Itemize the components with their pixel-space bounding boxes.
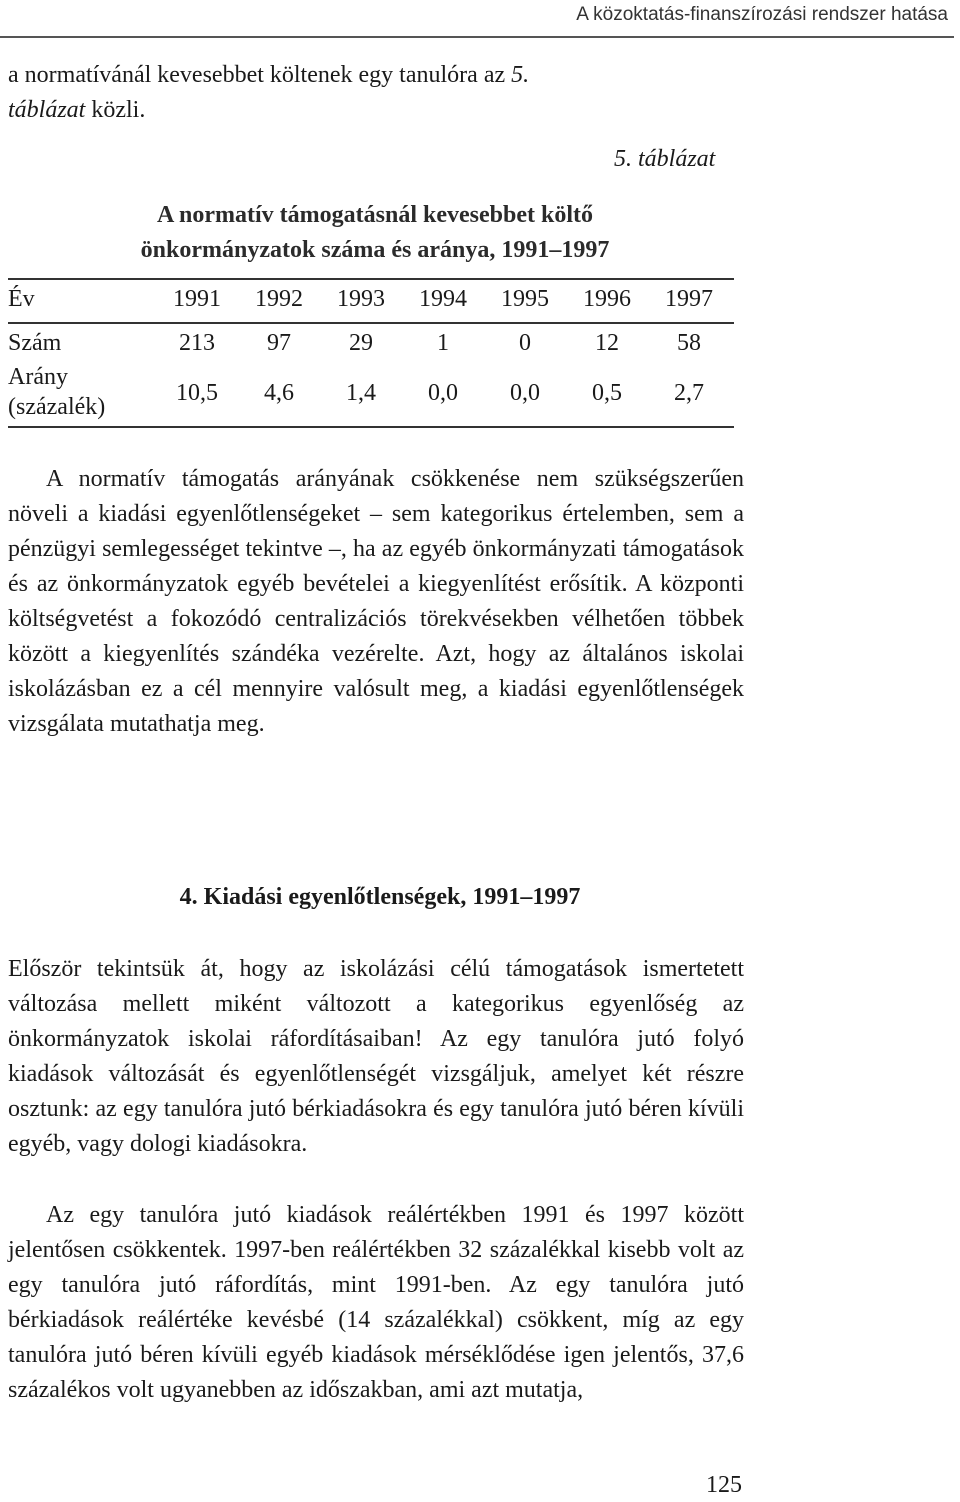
year-cell: 1997 <box>665 286 713 312</box>
value-cell: 10,5 <box>176 380 218 406</box>
value-cell: 0,0 <box>510 380 540 406</box>
running-title: A közoktatás-finanszírozási rendszer hatása <box>576 4 948 25</box>
row-label: Arány (százalék) <box>8 364 106 420</box>
table-top-rule <box>8 278 734 280</box>
running-header <box>0 0 954 38</box>
intro-text: a normatívánál kevesebbet költenek egy tanulóra az 5. táblázat közli. <box>8 62 530 123</box>
value-cell: 213 <box>179 330 215 356</box>
table-title-line2: önkormányzatok száma és aránya, 1991–1997 <box>140 237 610 263</box>
table-bottom-rule <box>8 426 734 428</box>
year-cell: 1995 <box>501 286 549 312</box>
value-cell: 0 <box>519 330 531 356</box>
body-paragraph-1: A normatív támogatás arányának csökkenése nem szükségszerűen növeli a kiadási egyenlőtlenségeket – sem kategorikus értelemben, sem a pénzügyi semlegességet tekintve –, ha az egyéb önkormányzati támogatások és az önkormányzatok egyéb bevételei a kiegyenlítést erősítik. A központi költségvetést a fokozódó centralizációs törekvésekben vélhetően többek között a kiegyenlítés szándéka vezérelte. Azt, hogy az általános iskolai iskolázásban ez a cél mennyire valósult meg, a kiadási egyenlőtlenségek vizsgálata mutathatja meg. <box>8 466 744 737</box>
table-reference: 5. <box>511 62 530 88</box>
value-cell: 1,4 <box>346 380 376 406</box>
year-cell: 1992 <box>255 286 303 312</box>
table-row-ratio <box>8 362 734 426</box>
value-cell: 58 <box>677 330 701 356</box>
body-paragraph-3: Az egy tanulóra jutó kiadások reálértékben 1991 és 1997 között jelentősen csökkentek. 1997-ben reálértékben 32 százalékkal kisebb volt az egy tanulóra jutó ráfordítás, mint 1991-ben. Az egy tanulóra jutó bérkiadások reálértéke kevésbé (14 százalékkal) csökkent, míg az egy tanulóra jutó béren kívüli egyéb kiadások mérséklődése igen jelentős, 37,6 százalékos volt ugyanebben az időszakban, ami azt mutatja, <box>8 1202 744 1403</box>
value-cell: 1 <box>437 330 449 356</box>
body-paragraph-2: Először tekintsük át, hogy az iskolázási célú támogatások ismertetett változása mellett miként változott a kategorikus egyenlőség az önkormányzatok iskolai ráfordításaiban! Az egy tanulóra jutó folyó kiadások változását és egyenlőtlenségét vizsgáljuk, amelyet két részre osztunk: az egy tanulóra jutó bérkiadásokra és egy tanulóra jutó béren kívüli egyéb, vagy dologi kiadásokra. <box>8 956 744 1157</box>
value-cell: 0,0 <box>428 380 458 406</box>
table-title-line1: A normatív támogatásnál kevesebbet költő <box>157 202 593 228</box>
row-label: Szám <box>8 330 62 356</box>
value-cell: 4,6 <box>264 380 294 406</box>
table-title <box>0 198 750 268</box>
year-cell: 1994 <box>419 286 467 312</box>
year-cell: 1993 <box>337 286 385 312</box>
value-cell: 12 <box>595 330 619 356</box>
value-cell: 29 <box>349 330 373 356</box>
year-cell: 1996 <box>583 286 631 312</box>
table-header-rule <box>8 322 734 324</box>
value-cell: 97 <box>267 330 291 356</box>
year-cell: 1991 <box>173 286 221 312</box>
section-heading: 4. Kiadási egyenlőtlenségek, 1991–1997 <box>179 884 581 910</box>
year-header-label: Év <box>8 286 35 312</box>
value-cell: 2,7 <box>674 380 704 406</box>
value-cell: 0,5 <box>592 380 622 406</box>
table-reference-word: táblázat <box>8 97 86 123</box>
page-number: 125 <box>706 1472 742 1498</box>
table-header-row <box>8 286 734 326</box>
table-number-label: 5. táblázat <box>614 146 716 172</box>
